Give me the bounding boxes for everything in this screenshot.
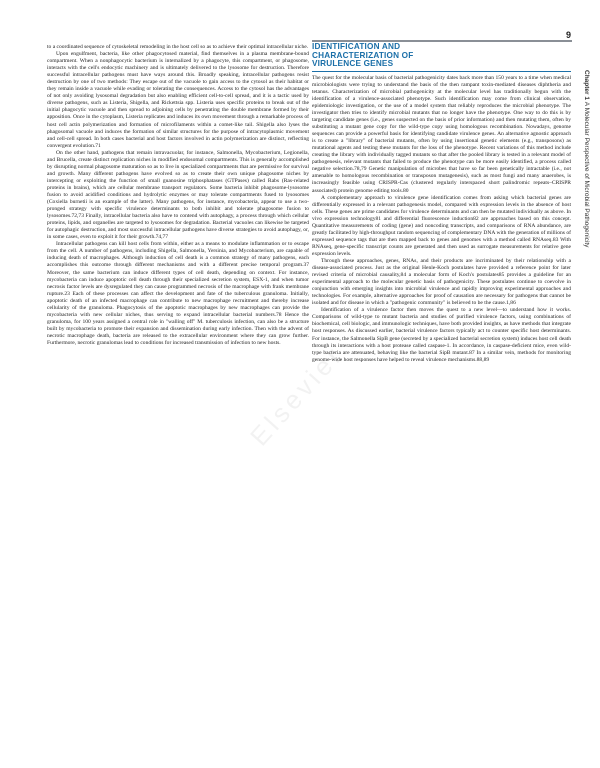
page-number: 9: [565, 30, 571, 40]
chapter-side-label: [583, 70, 590, 247]
left-column: [47, 44, 309, 347]
section-heading-line: CHARACTERIZATION OF: [312, 50, 414, 60]
body-paragraph: Upon engulfment, bacteria, like other phagocytosed material, find themselves in a plasma membrane-bound compartment. When a nonphagocytic bacterium is internalized by a phagocyte, this compartment, or phagosome, interacts with the cell's endocytic machinery and is ultimately delivered to the lysosome for destruction. Therefore successful intracellular pathogens must have ways around this. Broadly speaking, intracellular pathogens resist destruction by one of two methods: They escape out of the vacuole to gain access to the cytosol as their habitat or they remain inside a vacuole while evading or tolerating the consequences. Access to the cytosol has the advantages of not only avoiding lysosomal degradation but also enabling efficient cell-to-cell spread, and it is a tactic used by diverse pathogens, such as Listeria, Shigella, and Rickettsia spp. Listeria uses specific proteins to break out of the initial phagocytic vacuole and then spread to adjoining cells by penetrating the double membrane formed by their apposition. Once in the cytoplasm, Listeria replicates and induces its own movement through a remarkable process of host cell actin polymerization and formation of microfilaments within a comet-like tail. Shigella also lyses the phagosomal vacuole and induces the formation of similar structures for the purpose of intracytoplasmic movement and cell-cell spread. In both cases bacterial and host factors involved in actin polymerization are distinct, reflecting convergent evolution.71: [47, 51, 309, 149]
body-paragraph: to a coordinated sequence of cytoskeletal remodeling in the host cell so as to achieve their optimal intracellular niche.: [47, 44, 309, 50]
section-heading: [312, 43, 571, 69]
body-paragraph: A complementary approach to virulence gene identification comes from asking which bacterial genes are differentially expressed in a relevant pathogenesis model, compared with expression levels in the absence of host cells. These genes are prime candidates for virulence determinants and can then be mutated individually as above. In vivo expression technology81 and differential fluorescence induction82 are approaches based on this concept. Quantitative measurements of coding (gene) and noncoding transcripts, and comparisons of RNA abundance, are greatly facilitated by high-throughput random sequencing of complementary DNA with the generation of millions of expressed sequence tags that are then mapped back to genes and genomes with a method called RNAseq.83 With RNAseq, gene-specific transcript counts are generated and then used as surrogate measurements for relative gene expression levels.: [312, 194, 571, 257]
body-paragraph: Through these approaches, genes, RNAs, and their products are incriminated by their relationship with a disease-associated process. Just as the original Henle-Koch postulates have provided a reference point for later revised criteria of microbial causality,84 a molecular form of Koch's postulates85 provides a guideline for an experimental approach to the molecular genetic basis of pathogenicity. These postulates continue to coevolve in conjunction with emerging insights into microbial virulence and rapidly improving experimental approaches and technologies. For example, alternative approaches for proof of causation are necessary for pathogens that cannot be isolated and for disease in which a "pathogenic community" is believed to be the cause.1,86: [312, 258, 571, 307]
body-paragraph: On the other hand, pathogens that remain intravacuolar, for instance, Salmonella, Mycobacterium, Legionella, and Brucella, create distinct replication niches in modified endosomal compartments. This is generally accomplished by disrupting normal phagosome maturation so as to live in specialized compartments that are permissive for survival and growth. Many different pathogens have evolved so as to create their own unique phagosome niches by intercepting or exploiting the function of small guanosine triphosphatases (GTPases) called Rabs (Ras-related proteins in brains), which are cellular membrane transport regulators. Some bacteria inhibit phagosome-lysosome fusion to avoid acidified conditions and hydrolytic enzymes or may tolerate compartments fused to lysosomes (Coxiella burnetii is an example of the latter). Many pathogens, for instance, mycobacteria, appear to use a two-pronged strategy with specific virulence determinants to both inhibit and tolerate phagosome fusion to lysosomes.72,73 Finally, intracellular bacteria also have to contend with autophagy, a process through which cellular proteins, lipids, and organelles are targeted to lysosomes for degradation. Bacterial vacuoles can likewise be targeted for autophagic destruction, and most successful intracellular pathogens have diverse strategies to avoid autophagy, or, in some cases, even to exploit it for their growth.74,77: [47, 149, 309, 241]
body-paragraph: Identification of a virulence factor then moves the quest to a new level—to understand how it works. Comparisons of wild-type to mutant bacteria and studies of purified virulence factors, using combinations of biochemical, cell biologic, and immunologic techniques, have both provided insights, as have methods that integrate host responses. As discussed earlier, bacterial virulence factors typically act to counter specific host determinants. For instance, the Salmonella SipB gene (secreted by a specialized bacterial secretion system) induces host cell death through its interactions with a host protease called caspase-1. In accordance, in caspase-deficient mice, even wild-type bacteria are attenuated, behaving like the bacterial SipB mutant.87 In a similar vein, methods for monitoring genome-wide host responses have helped to reveal virulence mechanisms.88,89: [312, 307, 571, 363]
right-column: [312, 43, 571, 364]
section-heading-line: VIRULENCE GENES: [312, 59, 394, 69]
body-paragraph: Intracellular pathogens can kill host cells from within, either as a means to modulate inflammation or to escape from the cell. A number of pathogens, including Shigella, Salmonella, Yersinia, and Mycobacterium, are capable of inducing death of macrophages. Although induction of cell death is a common strategy of many pathogens, each accomplishes this outcome through different mechanisms and with a different precise temporal program.37 Moreover, the same bacterium can induce different types of cell death, depending on context. For instance, mycobacteria can induce apoptotic cell death through their specialized secretion system, ESX-1, and when tumor necrosis factor levels are dysregulated they can cause programmed necrosis of the macrophage with frank membrane rupture.23 Each of these processes can affect the development and fate of the tuberculous granuloma. Initially, apoptotic death of an infected macrophage can contribute to new macrophage recruitment and thereby increase cellularity of the granuloma. Phagocytosis of the apoptotic macrophages by new macrophages can provide the mycobacteria with new cellular niches, thus serving to expand intracellular bacterial numbers.78 Hence the granuloma, for 100 years assigned a central role in "walling off" M. tuberculosis infection, can also be a structure built by mycobacteria to promote their expansion and dissemination during early infection. Then with the advent of necrotic macrophage death, bacteria are released to the extracellular environment where they can grow further. Furthermore, necrotic granulomas lead to conditions for increased transmission of infection to new hosts.: [47, 241, 309, 346]
chapter-title: A Molecular Perspective of Microbial Pathogenicity: [583, 101, 590, 248]
watermark: Elsevier: [244, 338, 350, 452]
chapter-number: Chapter 1: [583, 70, 590, 100]
heading-rule: [312, 71, 571, 72]
body-paragraph: The quest for the molecular basis of bacterial pathogenicity dates back more than 150 years to a time when medical microbiologists were trying to understand the basis of the then rampant toxin-mediated diseases diphtheria and tetanus. Characterization of microbial pathogenicity at the molecular level has traditionally begun with the identification of a virulence-associated phenotype. Such identification may come from clinical observation, epidemiologic investigation, or the use of a model system that reliably reproduces the microbial phenotype. The investigator then tries to identify microbial mutants that no longer have the phenotype. One way to do this is by targeting candidate genes (i.e., genes suspected on the basis of prior information) and then mutating them, often by substituting a mutant gene copy for the wild-type copy using homologous recombination. Nowadays, genome sequences can provide a powerful basis for identifying candidate virulence genes. An alternative agnostic approach is to create a "library" of bacterial mutants, often by using insertional genetic elements (e.g., transposons) as mutational agents and testing these mutants for the loss of the phenotype. Recent variations of this method include creating the library with individually tagged mutants so that after the pooled library is tested in a relevant model of pathogenesis, relevant mutants that failed to produce the phenotype can be more easily identified, a process called negative selection.78,79 Genetic manipulation of microbes that have so far been genetically intractable (i.e., not amenable to homologous recombination or transposon mutagenesis), such as most fungi and many anaerobes, is increasingly feasible using CRISPR-Cas (clustered regularly interspaced short palindromic repeats–CRISPR associated) protein genome editing tools.80: [312, 74, 571, 194]
section-heading-line: IDENTIFICATION AND: [312, 42, 401, 51]
